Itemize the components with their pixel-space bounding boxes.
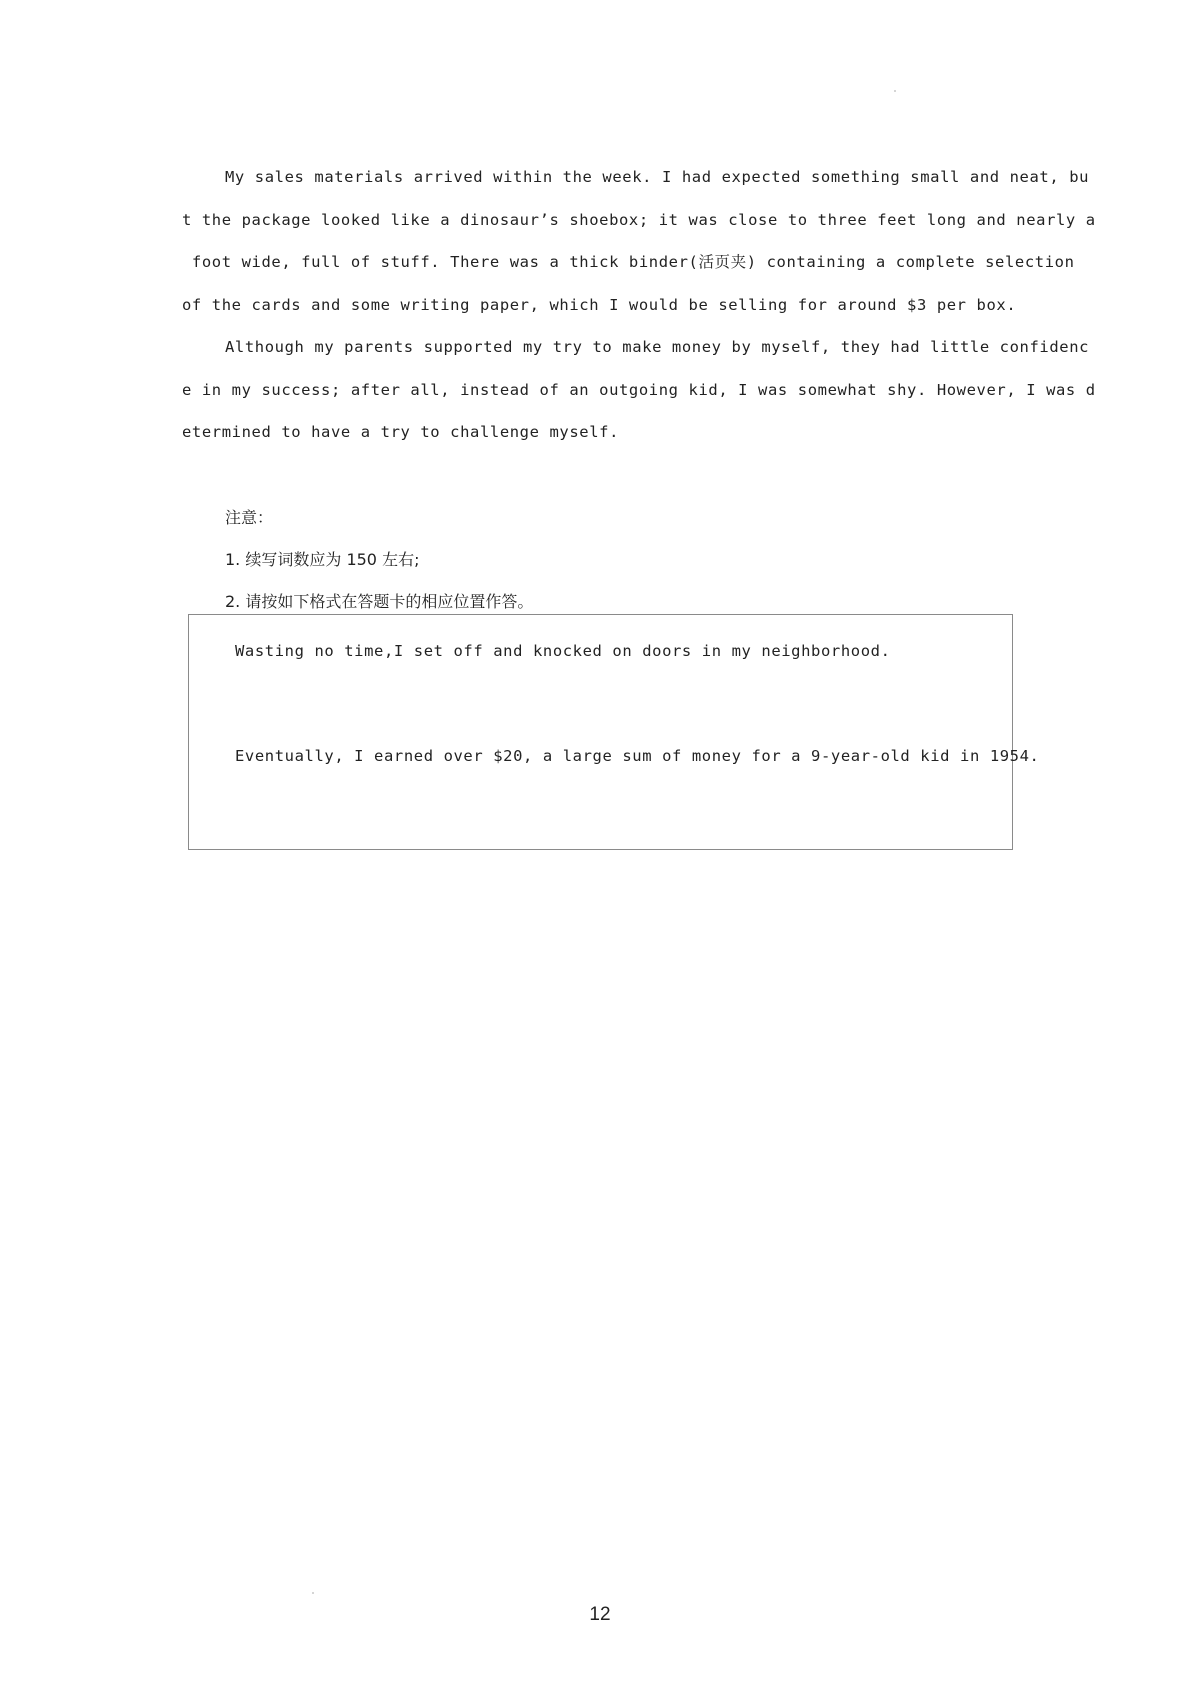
paragraph-2-line-2: e in my success; after all, instead of an outgoing kid, I was somewhat shy. However, I was d xyxy=(182,381,1096,399)
paragraph-1-line-4: of the cards and some writing paper, which I would be selling for around $3 per box. xyxy=(182,296,1017,314)
notes-heading: 注意： xyxy=(225,508,274,527)
note-item-word-count: 1. 续写词数应为 150 左右; xyxy=(225,550,420,569)
scan-speck xyxy=(312,1592,314,1594)
paragraph-2-line-1: Although my parents supported my try to make money by myself, they had little confidenc xyxy=(225,338,1090,356)
continuation-opening-line-2: Eventually, I earned over $20, a large sum of money for a 9-year-old kid in 1954. xyxy=(235,747,1040,765)
page-number: 12 xyxy=(589,1604,611,1625)
paragraph-1-line-2: t the package looked like a dinosaur’s shoebox; it was close to three feet long and nearly a xyxy=(182,211,1096,229)
continuation-opening-line-1: Wasting no time,I set off and knocked on doors in my neighborhood. xyxy=(235,642,891,660)
answer-box xyxy=(188,614,1040,850)
scan-speck xyxy=(894,90,896,92)
paragraph-1-line-3: foot wide, full of stuff. There was a thick binder(活页夹) containing a complete selection xyxy=(182,253,1075,271)
paragraph-2-line-3: etermined to have a try to challenge myself. xyxy=(182,423,619,441)
paragraph-1-line-1: My sales materials arrived within the week. I had expected something small and neat, bu xyxy=(225,168,1090,186)
note-item-format: 2. 请按如下格式在答题卡的相应位置作答。 xyxy=(225,592,534,611)
